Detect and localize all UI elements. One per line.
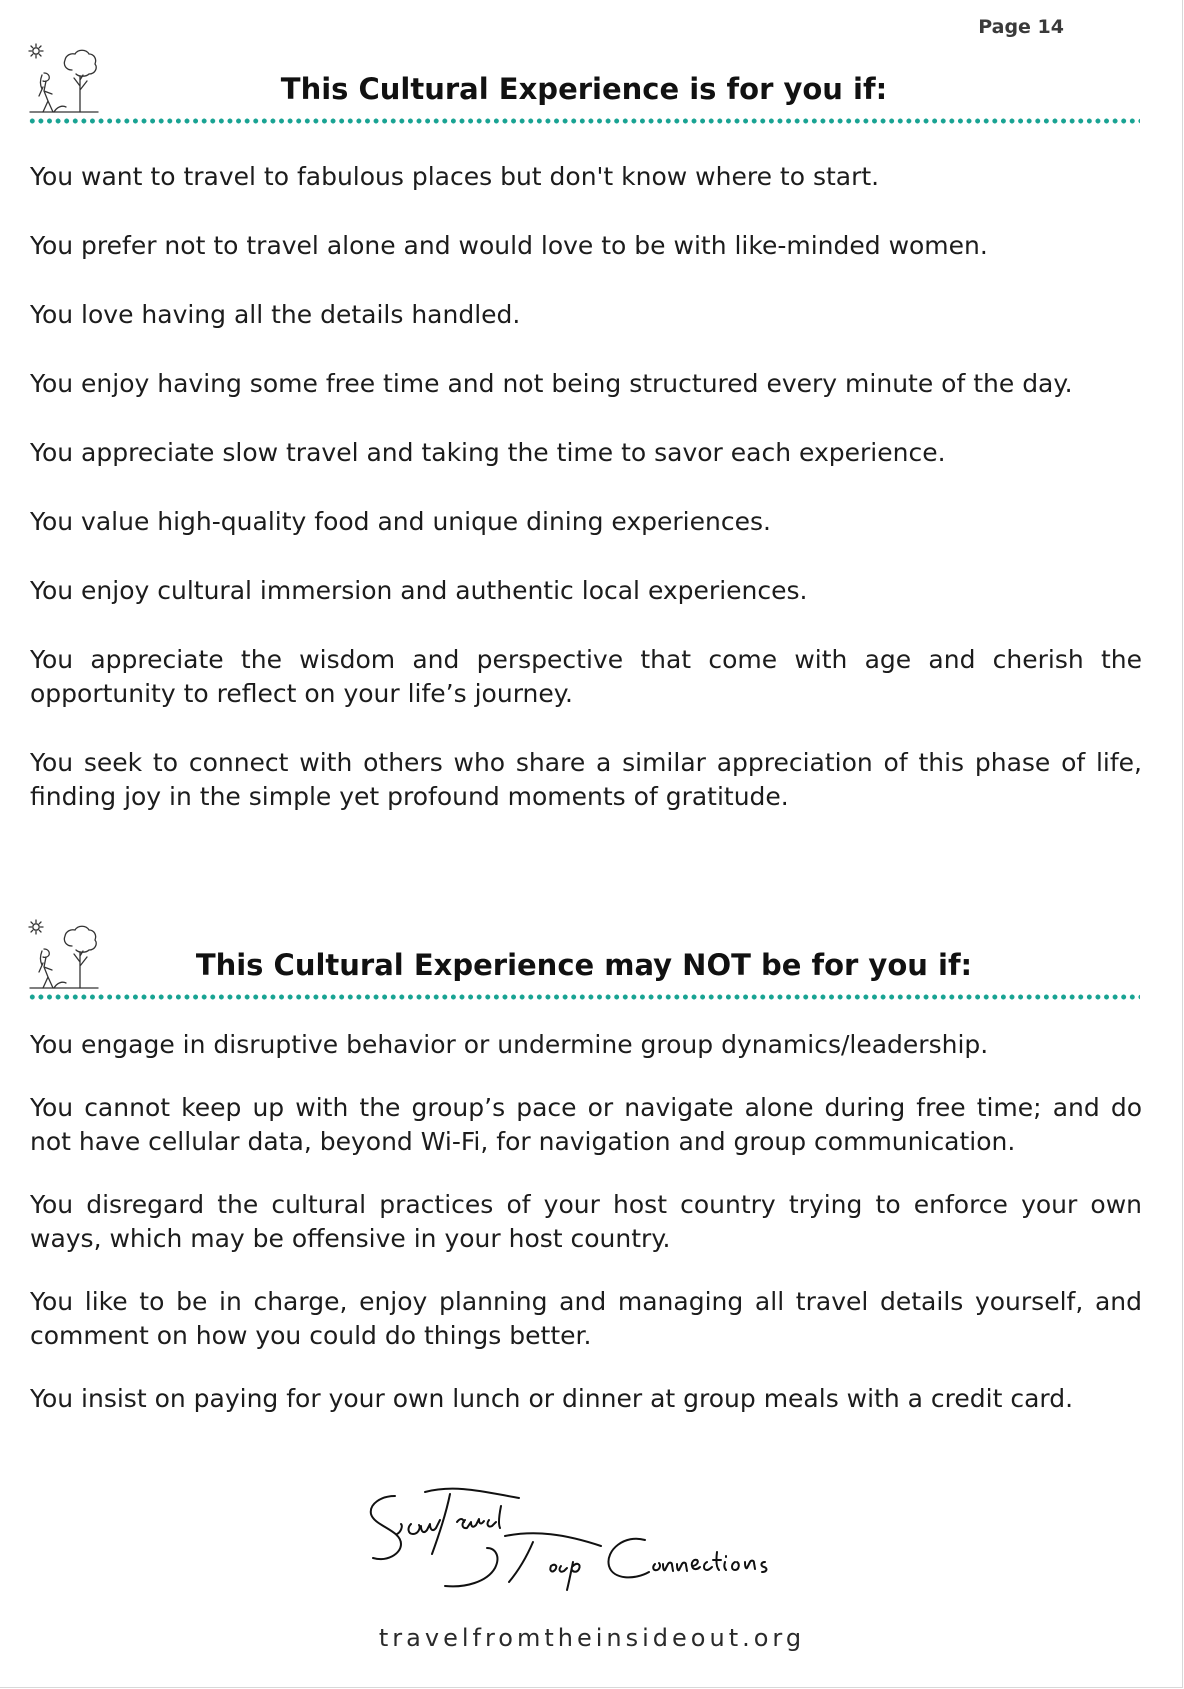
section-for-item-4: You enjoy having some free time and not being structured every minute of the day. — [30, 369, 1073, 398]
page-number: Page 14 — [978, 16, 1064, 38]
slow-travel-deep-connections-signature — [355, 1486, 835, 1606]
section-not-title: This Cultural Experience may NOT be for you if: — [195, 948, 973, 982]
section-for-item-1: You want to travel to fabulous places but don't know where to start. — [30, 162, 880, 191]
section-for-list — [30, 160, 1142, 849]
section-for-divider — [28, 118, 1140, 124]
section-not-item-2: You cannot keep up with the group’s pace or navigate alone during free time; and do not have cellular data, beyond Wi-Fi, for navigation and group communication. — [30, 1093, 1142, 1156]
section-for-title: This Cultural Experience is for you if: — [280, 72, 888, 106]
section-for-item-9: You seek to connect with others who share a similar appreciation of this phase of life, finding joy in the simple yet profound moments of gratitude. — [30, 748, 1142, 811]
section-not-item-3: You disregard the cultural practices of your host country trying to enforce your own ways, which may be offensive in your host country. — [30, 1190, 1142, 1253]
section-for-item-5: You appreciate slow travel and taking the time to savor each experience. — [30, 438, 946, 467]
section-for-item-6: You value high-quality food and unique dining experiences. — [30, 507, 771, 536]
section-for-item-8: You appreciate the wisdom and perspective that come with age and cherish the opportunity to reflect on your life’s journey. — [30, 645, 1142, 708]
section-for-item-3: You love having all the details handled. — [30, 300, 521, 329]
section-for-header — [28, 40, 1140, 130]
section-not-divider — [28, 994, 1140, 1000]
section-not-item-5: You insist on paying for your own lunch or dinner at group meals with a credit card. — [30, 1384, 1074, 1413]
section-not-item-4: You like to be in charge, enjoy planning and managing all travel details yourself, and comment on how you could do things better. — [30, 1287, 1142, 1350]
section-for-item-2: You prefer not to travel alone and would love to be with like-minded women. — [30, 231, 988, 260]
section-not-list — [30, 1028, 1142, 1445]
section-not-item-1: You engage in disruptive behavior or undermine group dynamics/leadership. — [30, 1030, 989, 1059]
section-not-header — [28, 916, 1140, 1006]
website-url[interactable]: travelfromtheinsideout.org — [378, 1624, 806, 1652]
section-for-item-7: You enjoy cultural immersion and authentic local experiences. — [30, 576, 808, 605]
